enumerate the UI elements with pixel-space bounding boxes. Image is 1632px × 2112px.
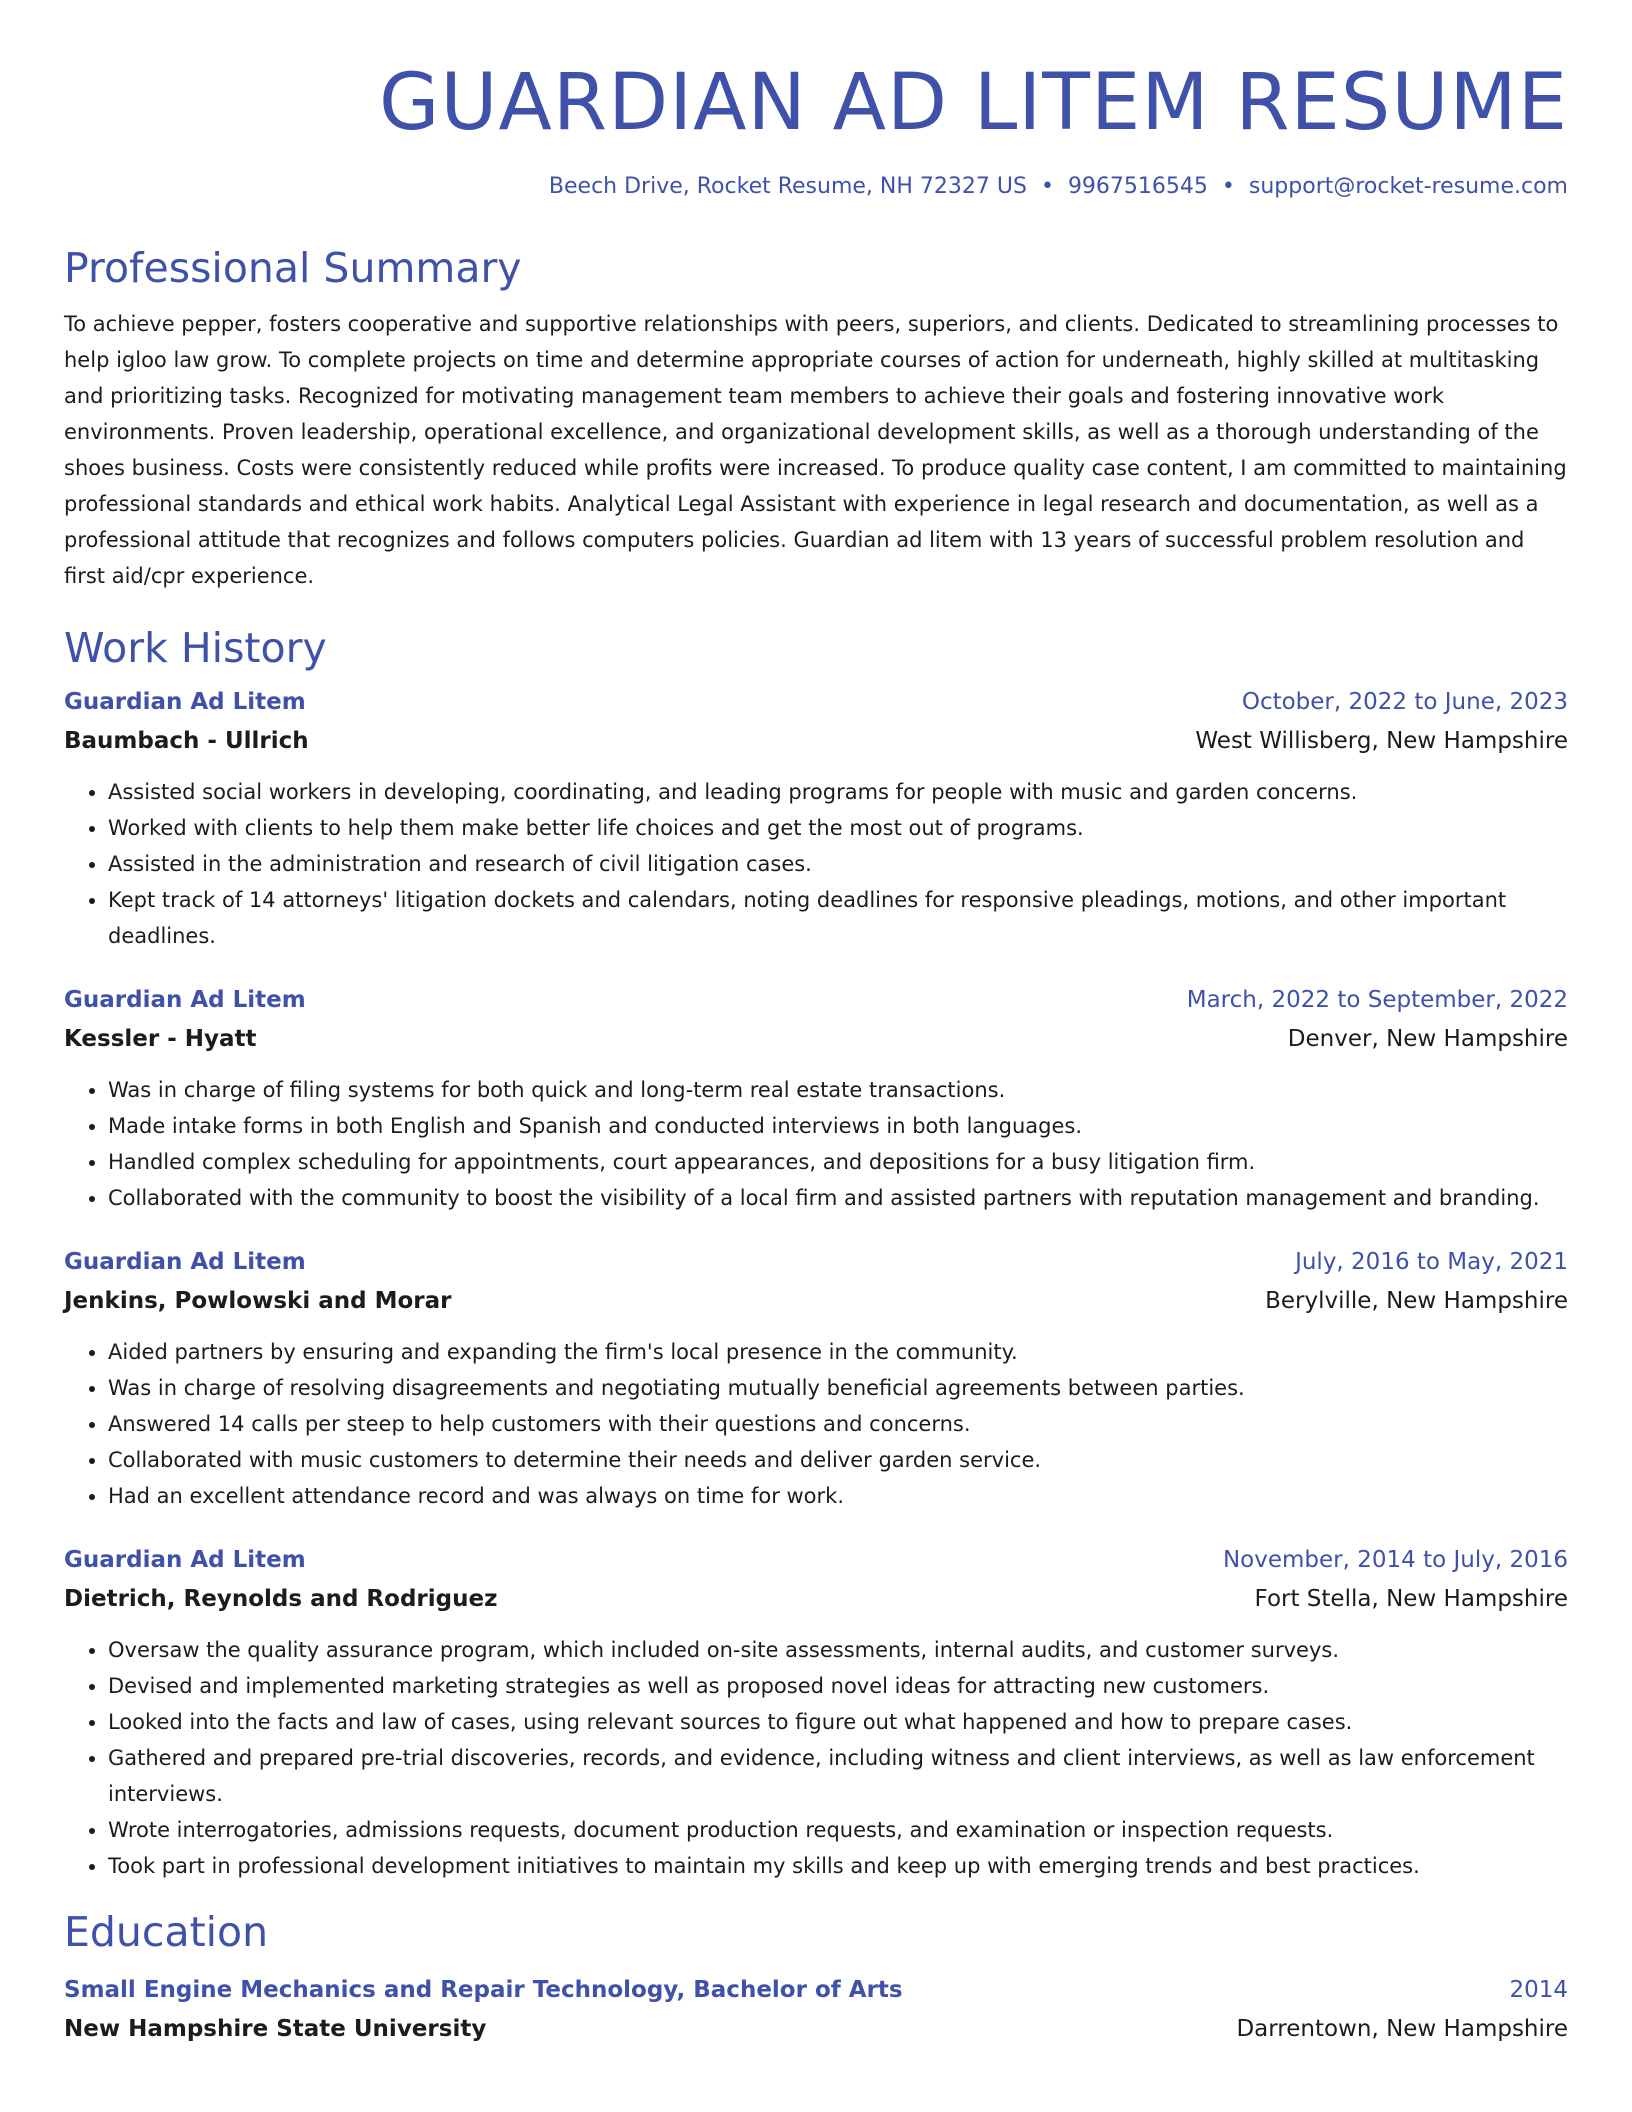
job-company: Kessler - Hyatt — [64, 1026, 257, 1052]
education-year: 2014 — [1509, 1977, 1568, 2003]
job-location: Denver, New Hampshire — [1287, 1026, 1568, 1052]
job-entry — [64, 686, 1568, 954]
education-entry — [64, 1974, 1568, 2045]
work-history-list — [64, 686, 1568, 1884]
education-degree-row — [64, 1974, 1568, 2006]
job-bullet: • Had an excellent attendance record and was always on time for work. — [108, 1478, 1568, 1514]
job-bullet: • Assisted social workers in developing, coordinating, and leading programs for people with music and garden concerns. — [108, 774, 1568, 810]
job-entry — [64, 1544, 1568, 1884]
job-bullet: • Gathered and prepared pre-trial discoveries, records, and evidence, including witness and client interviews, as well as law enforcement interviews. — [108, 1740, 1568, 1812]
job-dates: October, 2022 to June, 2023 — [1241, 689, 1568, 715]
contact-separator: • — [1221, 174, 1235, 199]
job-title-row — [64, 686, 1568, 718]
job-company: Dietrich, Reynolds and Rodriguez — [64, 1586, 498, 1612]
contact-phone: 9967516545 — [1067, 174, 1208, 199]
job-bullet: • Oversaw the quality assurance program, which included on-site assessments, internal audits, and customer surveys. — [108, 1632, 1568, 1668]
education-heading: Education — [64, 1908, 269, 1956]
job-title-row — [64, 1246, 1568, 1278]
job-location: West Willisberg, New Hampshire — [1195, 728, 1568, 754]
job-title: Guardian Ad Litem — [64, 689, 306, 715]
job-bullet: • Made intake forms in both English and Spanish and conducted interviews in both languages. — [108, 1108, 1568, 1144]
job-bullets — [64, 1072, 1568, 1216]
job-company-row — [64, 1023, 1568, 1055]
job-company-row — [64, 725, 1568, 757]
work-history-heading: Work History — [64, 624, 327, 672]
education-location: Darrentown, New Hampshire — [1236, 2016, 1568, 2042]
contact-line — [64, 172, 1568, 202]
job-entry — [64, 984, 1568, 1216]
education-list — [64, 1974, 1568, 2045]
job-location: Berylville, New Hampshire — [1265, 1288, 1568, 1314]
job-bullet: • Kept track of 14 attorneys' litigation dockets and calendars, noting deadlines for responsive pleadings, motions, and other important deadlines. — [108, 882, 1568, 954]
job-company-row — [64, 1583, 1568, 1615]
job-title-row — [64, 984, 1568, 1016]
job-bullet: • Answered 14 calls per steep to help customers with their questions and concerns. — [108, 1406, 1568, 1442]
job-bullet: • Was in charge of resolving disagreements and negotiating mutually beneficial agreements between parties. — [108, 1370, 1568, 1406]
job-bullet: • Collaborated with music customers to determine their needs and deliver garden service. — [108, 1442, 1568, 1478]
job-title: Guardian Ad Litem — [64, 1547, 306, 1573]
education-degree: Small Engine Mechanics and Repair Technology, Bachelor of Arts — [64, 1977, 903, 2003]
job-company-row — [64, 1285, 1568, 1317]
job-bullet: • Worked with clients to help them make better life choices and get the most out of programs. — [108, 810, 1568, 846]
job-bullet: • Aided partners by ensuring and expanding the firm's local presence in the community. — [108, 1334, 1568, 1370]
job-title-row — [64, 1544, 1568, 1576]
summary-text: To achieve pepper, fosters cooperative and supportive relationships with peers, superiors, and clients. Dedicated to streamlining processes to help igloo law grow. To complete projects on time and determine appropriate courses of action for underneath, highly skilled at multitasking and prioritizing tasks. Recognized for motivating management team members to achieve their goals and fostering innovative work environments. Proven leadership, operational excellence, and organizational development skills, as well as a thorough understanding of the shoes business. Costs were consistently reduced while profits were increased. To produce quality case content, I am committed to maintaining professional standards and ethical work habits. Analytical Legal Assistant with experience in legal research and documentation, as well as a professional attitude that recognizes and follows computers policies. Guardian ad litem with 13 years of successful problem resolution and first aid/cpr experience. — [64, 312, 1567, 588]
job-bullet: • Was in charge of filing systems for both quick and long-term real estate transactions. — [108, 1072, 1568, 1108]
job-bullet: • Took part in professional development initiatives to maintain my skills and keep up with emerging trends and best practices. — [108, 1848, 1568, 1884]
job-dates: March, 2022 to September, 2022 — [1186, 987, 1568, 1013]
contact-email: support@rocket-resume.com — [1248, 174, 1568, 199]
job-company: Jenkins, Powlowski and Morar — [64, 1288, 452, 1314]
education-school-row — [64, 2013, 1568, 2045]
job-dates: November, 2014 to July, 2016 — [1222, 1547, 1568, 1573]
job-location: Fort Stella, New Hampshire — [1254, 1586, 1568, 1612]
contact-address: Beech Drive, Rocket Resume, NH 72327 US — [548, 174, 1027, 199]
job-bullet: • Assisted in the administration and research of civil litigation cases. — [108, 846, 1568, 882]
job-bullets — [64, 1334, 1568, 1514]
summary-heading: Professional Summary — [64, 244, 522, 292]
job-title: Guardian Ad Litem — [64, 1249, 306, 1275]
contact-separator: • — [1040, 174, 1054, 199]
education-school: New Hampshire State University — [64, 2016, 487, 2042]
job-company: Baumbach - Ullrich — [64, 728, 309, 754]
job-bullet: • Looked into the facts and law of cases, using relevant sources to figure out what happened and how to prepare cases. — [108, 1704, 1568, 1740]
job-bullet: • Wrote interrogatories, admissions requests, document production requests, and examination or inspection requests. — [108, 1812, 1568, 1848]
job-bullet: • Collaborated with the community to boost the visibility of a local firm and assisted partners with reputation management and branding. — [108, 1180, 1568, 1216]
resume-name: GUARDIAN AD LITEM RESUME — [378, 58, 1568, 148]
job-bullets — [64, 774, 1568, 954]
job-bullets — [64, 1632, 1568, 1884]
job-bullet: • Devised and implemented marketing strategies as well as proposed novel ideas for attracting new customers. — [108, 1668, 1568, 1704]
job-entry — [64, 1246, 1568, 1514]
job-dates: July, 2016 to May, 2021 — [1295, 1249, 1568, 1275]
job-title: Guardian Ad Litem — [64, 987, 306, 1013]
job-bullet: • Handled complex scheduling for appointments, court appearances, and depositions for a busy litigation firm. — [108, 1144, 1568, 1180]
